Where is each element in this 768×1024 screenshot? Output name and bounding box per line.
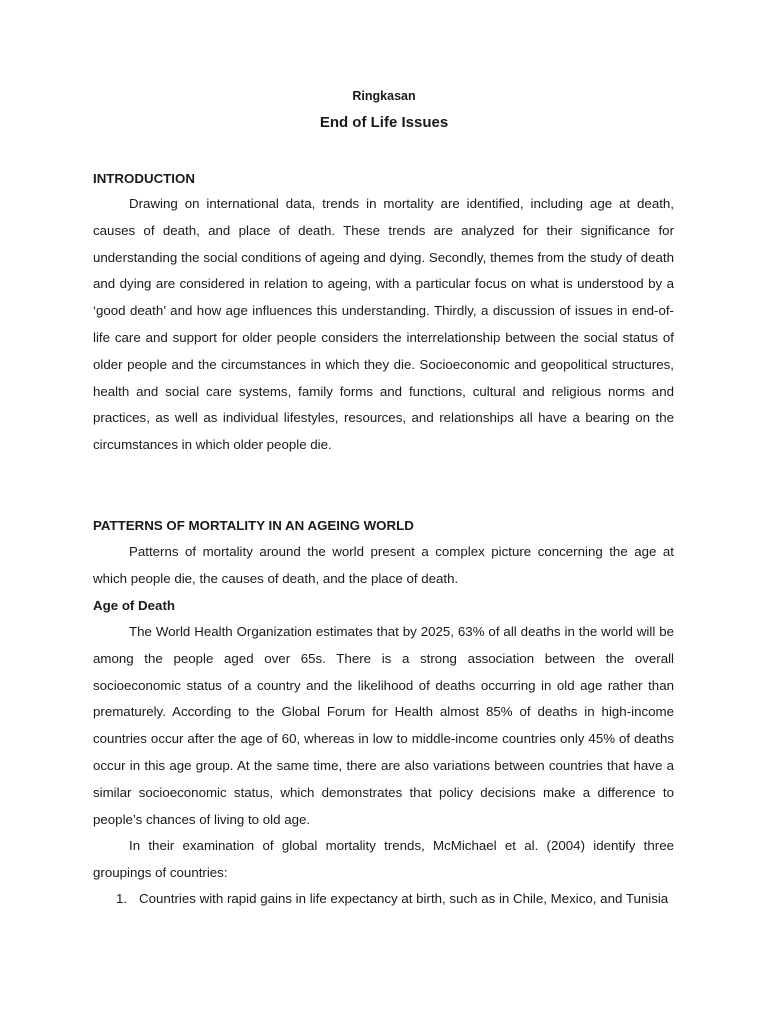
section-heading-age-of-death: Age of Death (93, 598, 176, 613)
list-item (93, 886, 674, 913)
list-item-text: Countries with rapid gains in life expectancy at birth, such as in Chile, Mexico, and Tunisia (139, 891, 669, 906)
document-title: End of Life Issues (319, 114, 449, 131)
list-item-number: 1. (116, 891, 128, 906)
age-of-death-paragraph: The World Health Organization estimates that by 2025, 63% of all deaths in the world will be among the people aged over 65s. There is a strong association between the overall socioeconomic status of a country and the likelihood of deaths occurring in old age rather than prematurely. According to the Global Forum for Health almost 85% of deaths in high-income countries occur after the age of 60, whereas in low to middle-income countries only 45% of deaths occur in this age group. At the same time, there are also variations between countries that have a similar socioeconomic status, which demonstrates that policy decisions make a difference to people’s chances of living to old age. (93, 624, 674, 827)
document-subtitle: Ringkasan (352, 89, 416, 103)
patterns-paragraph: Patterns of mortality around the world present a complex picture concerning the age at which people die, the causes of death, and the place of death. (93, 544, 674, 586)
section-heading-patterns-of-mortality: PATTERNS OF MORTALITY IN AN AGEING WORLD (93, 518, 414, 533)
section-heading-introduction: INTRODUCTION (93, 171, 195, 186)
introduction-paragraph: Drawing on international data, trends in mortality are identified, including age at death, causes of death, and place of death. These trends are analyzed for their significance for understanding the social conditions of ageing and dying. Secondly, themes from the study of death and dying are considered in relation to ageing, with a particular focus on what is understood by a ‘good death’ and how age influences this understanding. Thirdly, a discussion of issues in end-of-life care and support for older people considers the interrelationship between the social status of older people and the circumstances in which they die. Socioeconomic and geopolitical structures, health and social care systems, family forms and functions, cultural and religious norms and practices, as well as individual lifestyles, resources, and relationships all have a bearing on the circumstances in which older people die. (93, 196, 674, 453)
mortality-trends-paragraph: In their examination of global mortality trends, McMichael et al. (2004) identify three groupings of countries: (93, 838, 674, 880)
